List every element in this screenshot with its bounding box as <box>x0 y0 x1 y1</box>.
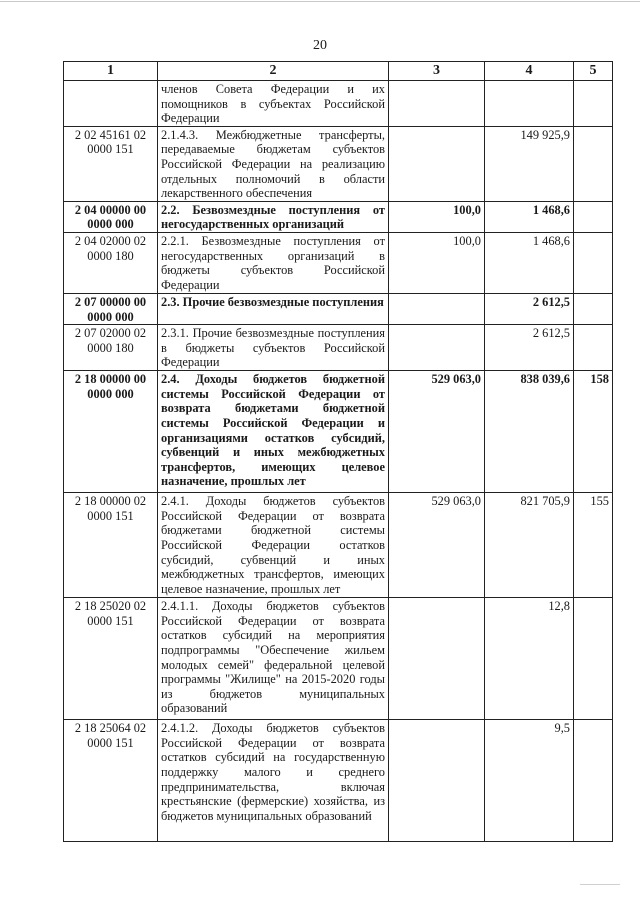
col3-value-cell: 529 063,0 <box>389 493 485 598</box>
budget-code-cell: 2 18 25020 02 0000 151 <box>64 598 158 720</box>
col4-value-cell: 149 925,9 <box>485 126 574 201</box>
table-row <box>64 325 613 371</box>
col4-value-cell: 821 705,9 <box>485 493 574 598</box>
budget-code-cell: 2 18 25064 02 0000 151 <box>64 720 158 842</box>
col3-value-cell <box>389 598 485 720</box>
table-row <box>64 81 613 127</box>
description-cell: 2.4.1.2. Доходы бюджетов субъектов Российской Федерации от возврата остатков субсидий на государственную поддержку малого и среднего предпринимательства, включая крестьянские (фермерские) хозяйства, из бюджетов муниципальных образований <box>158 720 389 842</box>
budget-code-cell <box>64 81 158 127</box>
budget-code-cell: 2 04 02000 02 0000 180 <box>64 232 158 293</box>
col3-value-cell <box>389 126 485 201</box>
column-header-1: 1 <box>64 62 158 81</box>
table-row <box>64 232 613 293</box>
col4-value-cell <box>485 81 574 127</box>
col5-value-cell <box>574 598 613 720</box>
col3-value-cell: 100,0 <box>389 201 485 232</box>
table-row <box>64 720 613 842</box>
col5-value-cell <box>574 232 613 293</box>
col3-value-cell: 529 063,0 <box>389 371 485 493</box>
scan-artifact <box>580 884 620 885</box>
col5-value-cell <box>574 81 613 127</box>
table-row <box>64 126 613 201</box>
table-row <box>64 293 613 324</box>
col4-value-cell: 1 468,6 <box>485 201 574 232</box>
col3-value-cell <box>389 325 485 371</box>
col3-value-cell <box>389 720 485 842</box>
budget-code-cell: 2 18 00000 02 0000 151 <box>64 493 158 598</box>
description-cell: 2.4. Доходы бюджетов бюджетной системы Российской Федерации от возврата бюджетами бюджетной системы Российской Федерации и организациями остатков субсидий, субвенций и иных межбюджетных трансфертов, имеющих целевое назначение, прошлых лет <box>158 371 389 493</box>
table-row <box>64 493 613 598</box>
budget-revenue-table <box>63 61 613 842</box>
col4-value-cell: 2 612,5 <box>485 325 574 371</box>
col5-value-cell: 155 <box>574 493 613 598</box>
page-number: 20 <box>313 38 327 53</box>
budget-code-cell: 2 07 00000 00 0000 000 <box>64 293 158 324</box>
scan-top-edge <box>0 1 640 2</box>
table-row <box>64 371 613 493</box>
col3-value-cell <box>389 81 485 127</box>
table-row <box>64 201 613 232</box>
table-header-row <box>64 62 613 81</box>
col5-value-cell <box>574 293 613 324</box>
column-header-5: 5 <box>574 62 613 81</box>
table-body <box>64 81 613 842</box>
col4-value-cell: 1 468,6 <box>485 232 574 293</box>
col4-value-cell: 9,5 <box>485 720 574 842</box>
budget-code-cell: 2 07 02000 02 0000 180 <box>64 325 158 371</box>
budget-code-cell: 2 18 00000 00 0000 000 <box>64 371 158 493</box>
col5-value-cell <box>574 126 613 201</box>
col3-value-cell: 100,0 <box>389 232 485 293</box>
col4-value-cell: 12,8 <box>485 598 574 720</box>
description-cell: 2.2.1. Безвозмездные поступления от негосударственных организаций в бюджеты субъектов Российской Федерации <box>158 232 389 293</box>
column-header-3: 3 <box>389 62 485 81</box>
col3-value-cell <box>389 293 485 324</box>
column-header-4: 4 <box>485 62 574 81</box>
table-row <box>64 598 613 720</box>
column-header-2: 2 <box>158 62 389 81</box>
col5-value-cell <box>574 325 613 371</box>
description-cell: 2.2. Безвозмездные поступления от негосударственных организаций <box>158 201 389 232</box>
budget-code-cell: 2 04 00000 00 0000 000 <box>64 201 158 232</box>
col5-value-cell: 158 <box>574 371 613 493</box>
col4-value-cell: 838 039,6 <box>485 371 574 493</box>
col5-value-cell <box>574 201 613 232</box>
description-cell: 2.1.4.3. Межбюджетные трансферты, передаваемые бюджетам субъектов Российской Федерации на реализацию отдельных полномочий в области лекарственного обеспечения <box>158 126 389 201</box>
description-cell: 2.4.1. Доходы бюджетов субъектов Российской Федерации от возврата бюджетами бюджетной системы Российской Федерации остатков субсидий, субвенций и иных межбюджетных трансфертов, имеющих целевое назначение, прошлых лет <box>158 493 389 598</box>
description-cell: 2.3.1. Прочие безвозмездные поступления в бюджеты субъектов Российской Федерации <box>158 325 389 371</box>
description-cell: 2.3. Прочие безвозмездные поступления <box>158 293 389 324</box>
budget-code-cell: 2 02 45161 02 0000 151 <box>64 126 158 201</box>
description-cell: членов Совета Федерации и их помощников в субъектах Российской Федерации <box>158 81 389 127</box>
col5-value-cell <box>574 720 613 842</box>
col4-value-cell: 2 612,5 <box>485 293 574 324</box>
description-cell: 2.4.1.1. Доходы бюджетов субъектов Российской Федерации от возврата остатков субсидий на мероприятия подпрограммы "Обеспечение жильем молодых семей" федеральной целевой программы "Жилище" на 2015-2020 годы из бюджетов муниципальных образований <box>158 598 389 720</box>
